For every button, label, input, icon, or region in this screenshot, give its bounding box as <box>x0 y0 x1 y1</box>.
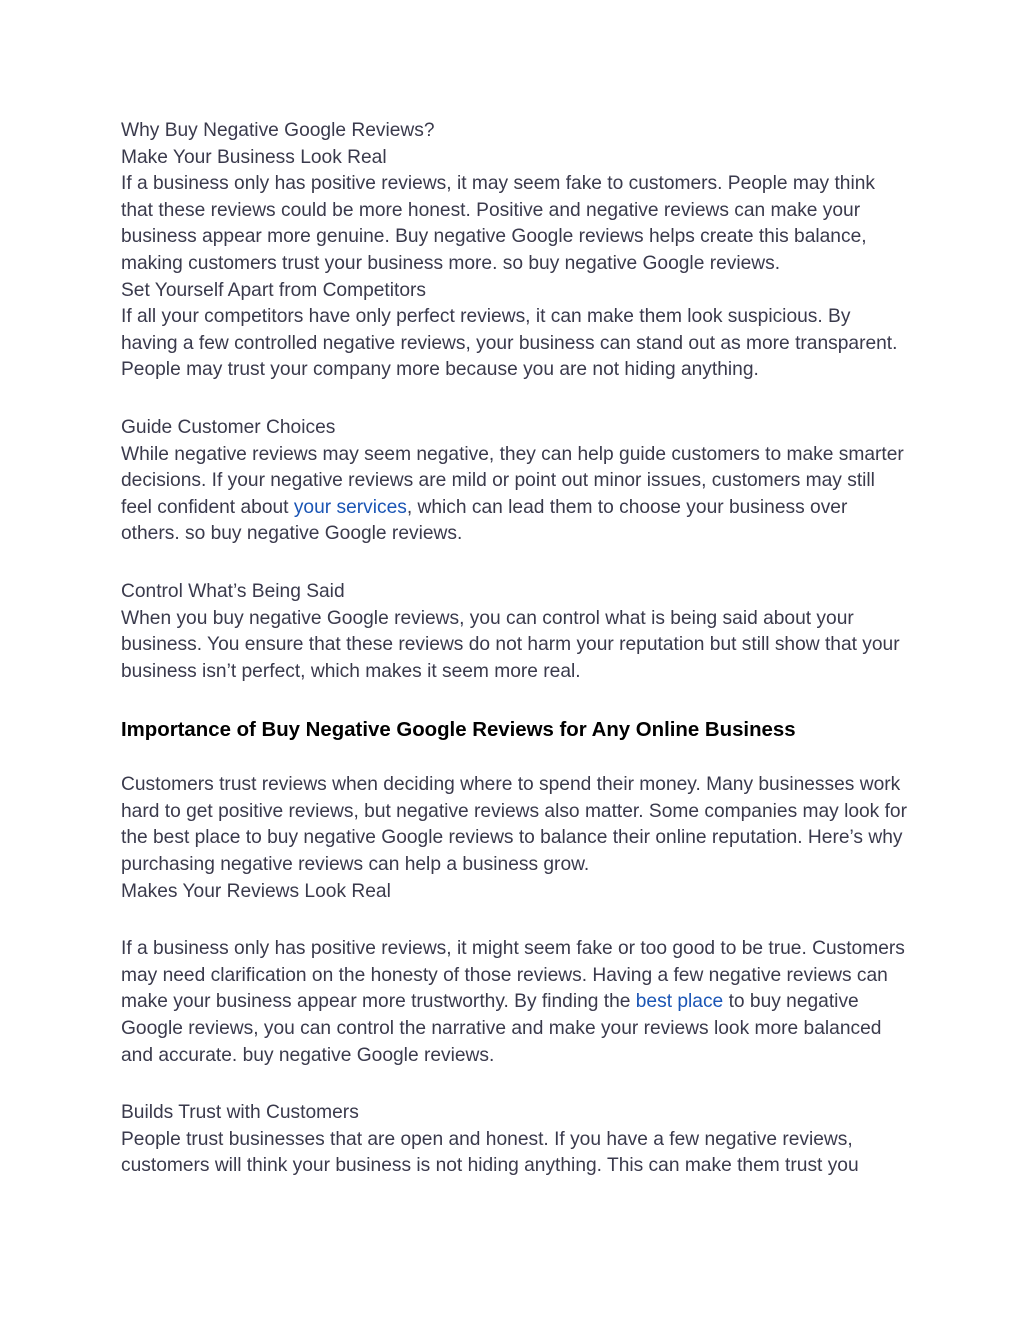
guide-text-after-link: , which can lead them to choose your business over others. so buy negative Google reviews. <box>121 496 848 545</box>
builds-trust-paragraph: People trust businesses that are open and honest. If you have a few negative reviews, customers will think your business is not hiding anything. This can make them trust you <box>121 1128 859 1177</box>
document-page <box>121 118 911 1180</box>
guide-choices-subheading: Guide Customer Choices <box>121 416 336 438</box>
positive-text-after-link: to buy negative Google reviews, you can control the narrative and make your reviews look more balanced and accurate. buy negative Google reviews. <box>121 991 882 1066</box>
positive-text-before-link: If a business only has positive reviews, it might seem fake or too good to be true. Customers may need clarification on the honesty of those reviews. Having a few negative reviews can make your business appear more trustworthy. By finding the <box>121 938 905 1013</box>
best-place-link[interactable]: best place <box>635 991 724 1013</box>
look-real-paragraph: If a business only has positive reviews, it may seem fake to customers. People may think that these reviews could be more honest. Positive and negative reviews can make your business appear more genuine. Buy negative Google reviews helps create this balance, making customers trust your business more. so buy negative Google reviews. <box>121 173 875 274</box>
importance-heading: Importance of Buy Negative Google Reviews for Any Online Business <box>121 719 796 742</box>
customers-trust-paragraph: Customers trust reviews when deciding where to spend their money. Many businesses work hard to get positive reviews, but negative reviews also matter. Some companies may look for the best place to buy negative Google reviews to balance their online reputation. Here’s why purchasing negative reviews can help a business grow. <box>121 774 907 876</box>
reviews-look-real-subheading: Makes Your Reviews Look Real <box>121 880 391 902</box>
why-buy-heading: Why Buy Negative Google Reviews? <box>121 120 435 141</box>
positive-only-paragraph <box>121 936 911 1069</box>
builds-trust-subheading: Builds Trust with Customers <box>121 1102 359 1124</box>
control-said-paragraph: When you buy negative Google reviews, you can control what is being said about your business. You ensure that these reviews do not harm your reputation but still show that your business isn’t perfect, which makes it seem more real. <box>121 607 900 682</box>
your-services-link[interactable]: your services <box>293 496 407 518</box>
apart-paragraph: If all your competitors have only perfect reviews, it can make them look suspicious. By having a few controlled negative reviews, your business can stand out as more transparent. People may trust your company more because you are not hiding anything. <box>121 306 898 381</box>
guide-choices-paragraph <box>121 442 911 548</box>
guide-text-before-link: While negative reviews may seem negative, they can help guide customers to make smarter decisions. If your negative reviews are mild or point out minor issues, customers may still feel confident about <box>121 443 904 518</box>
apart-subheading: Set Yourself Apart from Competitors <box>121 279 427 301</box>
look-real-subheading: Make Your Business Look Real <box>121 146 387 168</box>
control-said-subheading: Control What’s Being Said <box>121 580 345 602</box>
